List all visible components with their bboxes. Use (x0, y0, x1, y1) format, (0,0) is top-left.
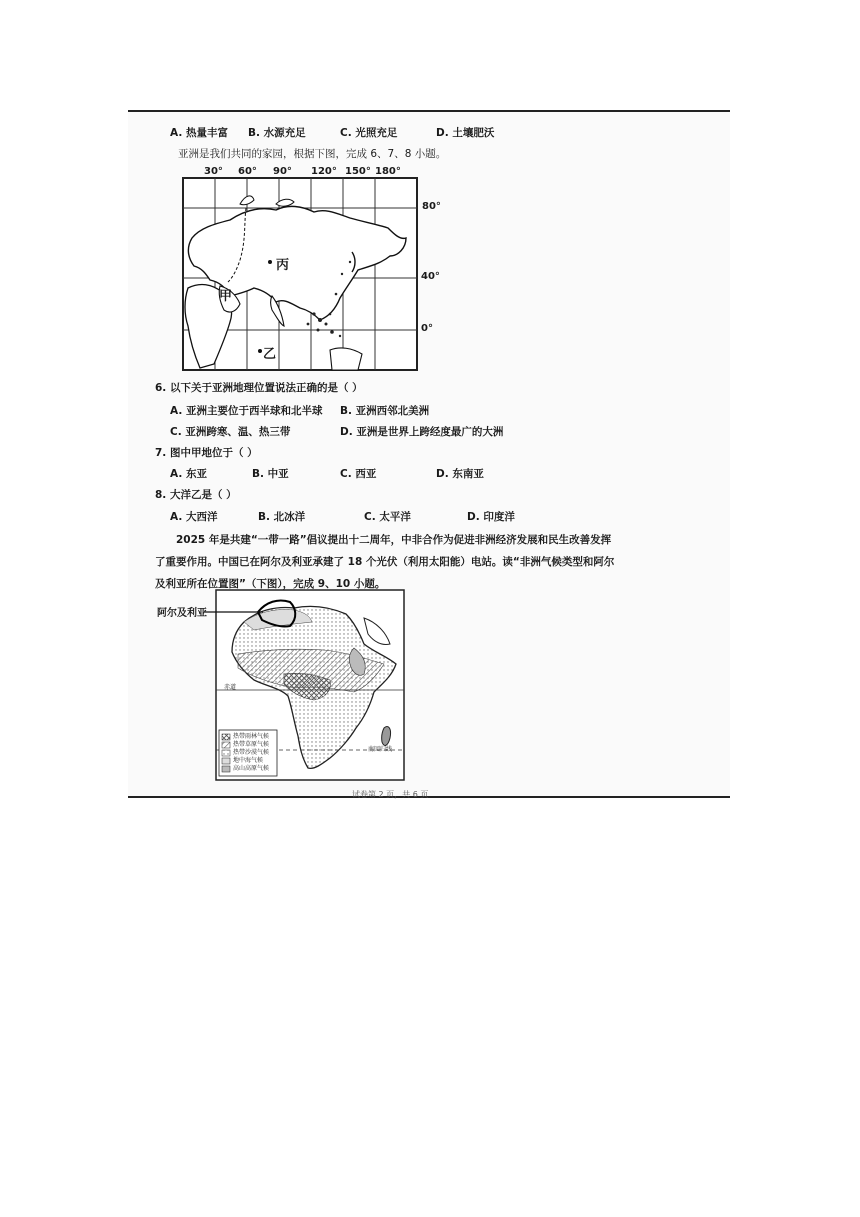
top-rule (128, 110, 730, 112)
q8-option-c: C. 太平洋 (364, 511, 411, 523)
lon-label-120: 120° (311, 166, 337, 177)
legend-swatch-highland (222, 766, 230, 772)
legend-swatch-savanna (222, 742, 230, 748)
legend-highland-label: 高山高原气候 (233, 765, 270, 772)
lon-label-150: 150° (345, 166, 371, 177)
legend-savanna-label: 热带草原气候 (233, 741, 270, 748)
q7-stem: 7. 图中甲地位于（ ） (155, 447, 258, 459)
bing-dot (268, 260, 272, 264)
q7-option-d: D. 东南亚 (436, 468, 484, 480)
algeria-pointer-line (205, 606, 265, 618)
intro-africa-line-3: 及利亚所在位置图”（下图），完成 9、10 小题。 (155, 578, 386, 590)
lat-label-80: 80° (422, 201, 441, 212)
q5-option-b: B. 水源充足 (248, 127, 306, 139)
place-bing-label: 丙 (276, 258, 290, 273)
q8-option-b: B. 北冰洋 (258, 511, 306, 523)
legend-swatch-desert (222, 750, 230, 756)
legend-desert-label: 热带沙漠气候 (233, 749, 270, 756)
q8-option-a: A. 大西洋 (170, 511, 218, 523)
lon-label-30: 30° (204, 166, 223, 177)
legend-swatch-mediterranean (222, 758, 230, 764)
lon-label-90: 90° (273, 166, 292, 177)
intro-africa-line-2: 了重要作用。中国已在阿尔及利亚承建了 18 个光伏（利用太阳能）电站。读“非洲气候类型和阿尔 (155, 556, 615, 568)
page-footer: 试卷第 2 页，共 6 页 (352, 790, 429, 799)
bottom-rule (128, 796, 730, 798)
q7-option-a: A. 东亚 (170, 468, 207, 480)
lat-label-0: 0° (421, 323, 433, 334)
q6-stem: 6. 以下关于亚洲地理位置说法正确的是（ ） (155, 382, 363, 394)
equator-label: 赤道 (224, 684, 237, 691)
q7-option-c: C. 西亚 (340, 468, 377, 480)
legend-mediterranean-label: 地中海气候 (233, 757, 264, 764)
intro-africa-line-1: 2025 年是共建“一带一路”倡议提出十二周年，中非合作为促进非洲经济发展和民生改善发挥 (176, 534, 612, 546)
q6-option-b: B. 亚洲西邻北美洲 (340, 405, 430, 417)
australia-outline (330, 348, 362, 370)
q8-stem: 8. 大洋乙是（ ） (155, 489, 237, 501)
intro-asia: 亚洲是我们共同的家园，根据下图，完成 6、7、8 小题。 (178, 148, 447, 160)
lat-label-40: 40° (421, 271, 440, 282)
algeria-label: 阿尔及利亚 (157, 608, 207, 619)
q6-option-c: C. 亚洲跨寒、温、热三带 (170, 426, 291, 438)
q5-option-c: C. 光照充足 (340, 127, 398, 139)
lon-label-180: 180° (375, 166, 401, 177)
q5-option-a: A. 热量丰富 (170, 127, 228, 139)
place-yi-label: 乙 (263, 347, 277, 362)
q7-option-b: B. 中亚 (252, 468, 289, 480)
tropic-label: 南回归线 (368, 746, 393, 753)
legend-swatch-rainforest (222, 734, 230, 740)
legend-rainforest-label: 热带雨林气候 (233, 733, 270, 740)
lon-label-60: 60° (238, 166, 257, 177)
yi-dot (258, 349, 262, 353)
place-jia-label: 甲 (219, 289, 233, 304)
q6-option-d: D. 亚洲是世界上跨经度最广的大洲 (340, 426, 504, 438)
q5-option-d: D. 土壤肥沃 (436, 127, 495, 139)
q6-option-a: A. 亚洲主要位于西半球和北半球 (170, 405, 323, 417)
asia-map (180, 164, 440, 376)
q8-option-d: D. 印度洋 (467, 511, 515, 523)
